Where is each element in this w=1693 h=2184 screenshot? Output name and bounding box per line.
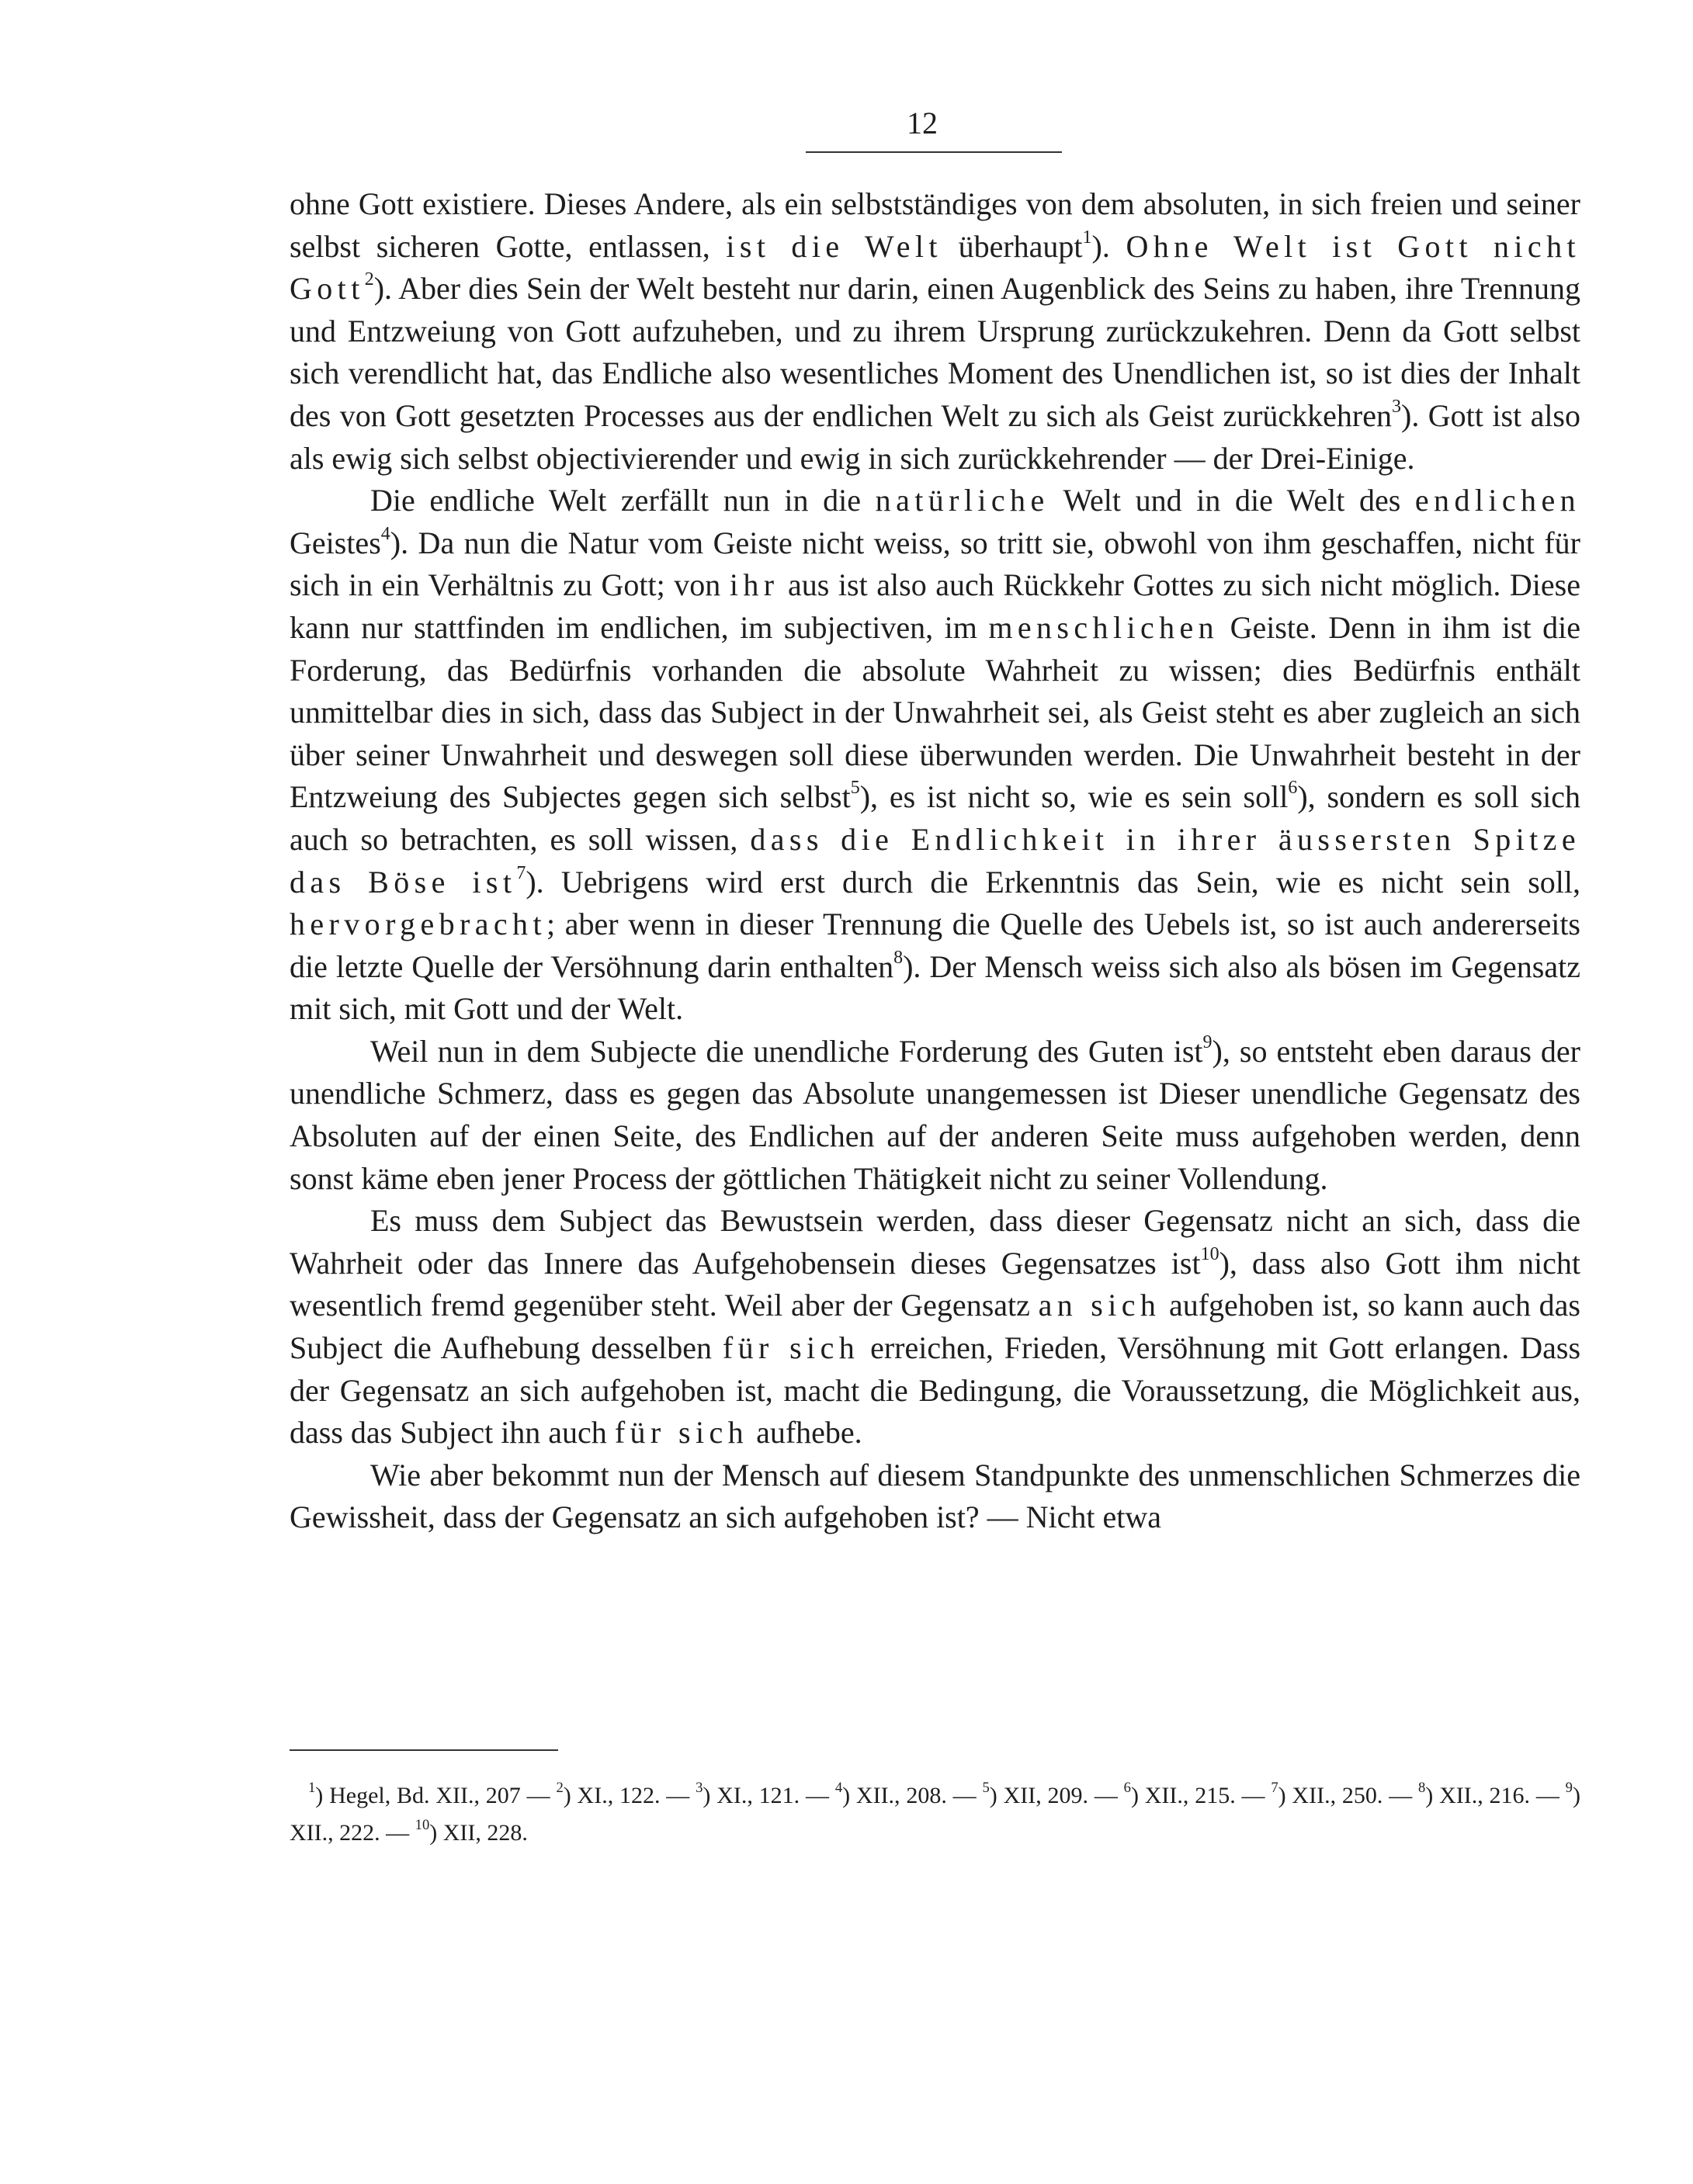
footnote-ref: 8 (893, 947, 904, 968)
spaced-emphasis: für sich (614, 1415, 749, 1451)
text-run: Welt und in die Welt des (1049, 483, 1415, 518)
text-run: ). Der Mensch weiss sich also als bösen im Gegensatz mit sich, mit Gott und der Welt. (290, 948, 1580, 1027)
footnote-ref: 9 (1202, 1031, 1213, 1052)
spaced-emphasis: natürliche (875, 483, 1049, 518)
footnote-ref: 1 (1082, 227, 1092, 248)
footnote-text: ) XI., 122. — (563, 1783, 696, 1808)
footnote-text: ) XII., 222. — (290, 1783, 1580, 1846)
footnote-number: 6 (1123, 1780, 1131, 1797)
paragraph (290, 1454, 1580, 1539)
text-run: aufgehoben ist, so kann auch das Subject die Aufhebung desselben (290, 1288, 1580, 1366)
text-run: ). Uebrigens wird erst durch die Erkenntnis das Sein, wie es nicht sein soll, (526, 864, 1580, 900)
text-run: ). Gott ist also als ewig sich selbst objectivierender und ewig in sich zurückkehrender — der Drei-Einige. (290, 397, 1581, 476)
text-run: aus ist also auch Rückkehr Gottes zu sich nicht möglich. Diese kann nur stattfinden im endlichen, im subjectiven, im (290, 567, 1580, 645)
paragraph (290, 480, 1580, 1031)
text-run: Wie aber bekommt nun der Mensch auf diesem Standpunkte des unmenschlichen Schmerzes die Gewissheit, dass der Gegensatz an sich aufgehoben ist? — Nicht etwa (290, 1457, 1580, 1535)
footnote-number: 1 (308, 1780, 316, 1797)
text-run: Es muss dem Subject das Bewustsein werden, dass dieser Gegensatz nicht an sich, dass die Wahrheit oder das Innere das Aufgehobensein dieses Gegensatzes ist (290, 1203, 1580, 1281)
text-run: ), dass also Gott ihm nicht wesentlich fremd gegenüber steht. Weil aber der Gegensatz (290, 1245, 1581, 1323)
paragraph (290, 183, 1580, 480)
footnote-text: ) XI., 121. — (703, 1783, 835, 1808)
text-run: ; aber wenn in dieser Trennung die Quelle des Uebels ist, so ist auch andererseits die letzte Quelle der Versöhnung darin enthalten (290, 907, 1580, 984)
spaced-emphasis: an sich (1038, 1288, 1161, 1323)
header-rule (806, 151, 1062, 153)
footnote-number: 4 (834, 1780, 843, 1797)
spaced-emphasis: ihr (729, 567, 779, 603)
spaced-emphasis: endlichen (1414, 483, 1580, 518)
footnote-line (290, 1777, 1580, 1852)
text-run: ). Aber dies Sein der Welt besteht nur darin, einen Augenblick des Seins zu haben, ihre Trennung und Entzweiung von Gott aufzuheben, und zu ihrem Ursprung zurückzukehren. Denn da Gott selbst sich verendlicht hat, das Endliche also wesentliches Moment des Unendlichen ist, so ist dies der Inhalt des von Gott gesetzten Processes aus der endlichen Welt zu sich als Geist zurückkehren (290, 271, 1580, 433)
footnote-text: ) XII, 209. — (989, 1783, 1124, 1808)
text-run: ). (1091, 228, 1126, 264)
spaced-emphasis: ist die Welt (726, 228, 942, 264)
footnote-ref: 7 (516, 862, 526, 883)
text-run: ), sondern es soll sich auch so betrachten, es soll wissen, (290, 779, 1581, 857)
footnote-number: 7 (1271, 1780, 1278, 1797)
spaced-emphasis: Ohne Welt ist Gott nicht Gott (290, 228, 1580, 307)
footnote-ref: 10 (1200, 1243, 1219, 1264)
spaced-emphasis: hervorgebracht (290, 907, 546, 942)
footnote-text: ) XII., 216. — (1425, 1783, 1566, 1808)
text-run: ). Da nun die Natur vom Geiste nicht weiss, so tritt sie, obwohl von ihm geschaffen, nicht für sich in ein Verhältnis zu Gott; von (290, 525, 1580, 603)
footnote-text: ) XII., 208. — (842, 1783, 983, 1808)
spaced-emphasis: dass die Endlichkeit in ihrer äussersten Spitze das Böse ist (290, 821, 1580, 900)
footnote-number: 8 (1418, 1780, 1426, 1797)
footnote-number: 3 (696, 1780, 703, 1797)
text-run: ohne Gott existiere. Dieses Andere, als ein selbstständiges von dem absoluten, in sich freien und seiner selbst sicheren Gotte, entlassen, (290, 186, 1580, 264)
paragraph (290, 1031, 1580, 1200)
footnote-ref: 6 (1288, 778, 1298, 799)
text-run: Geistes (290, 525, 381, 560)
footnote-text: ) XII, 228. (429, 1820, 528, 1846)
text-run: ), so entsteht eben daraus der unendliche Schmerz, dass es gegen das Absolute unangemessen ist Dieser unendliche Gegensatz des Absoluten auf der einen Seite, des Endlichen auf der anderen Seite muss aufgehoben werden, denn sonst käme eben jener Process der göttlichen Thätigkeit nicht zu seiner Vollendung. (290, 1033, 1580, 1196)
footnote-text: ) XII., 215. — (1130, 1783, 1271, 1808)
footnote-text: ) XII., 250. — (1278, 1783, 1418, 1808)
footnote-ref: 2 (364, 269, 374, 290)
text-run: Die endliche Welt zerfällt nun in die (370, 483, 876, 518)
footnotes (290, 1777, 1580, 1852)
page-number: 12 (907, 106, 938, 140)
footnote-number: 9 (1565, 1780, 1573, 1797)
footnote-ref: 4 (380, 523, 390, 544)
text-run: ), es ist nicht so, wie es sein soll (859, 779, 1289, 815)
footnote-number: 5 (982, 1780, 990, 1797)
text-run: Geiste. Denn in ihm ist die Forderung, das Bedürfnis vorhanden die absolute Wahrheit zu wissen; dies Bedürfnis enthält unmittelbar dies in sich, dass das Subject in der Unwahrheit sei, als Geist steht es aber zugleich an sich über seiner Unwahrheit und deswegen soll diese überwunden werden. Die Unwahrheit besteht in der Entzweiung des Subjectes gegen sich selbst (290, 609, 1580, 815)
text-run: erreichen, Frieden, Versöhnung mit Gott erlangen. Dass der Gegensatz an sich aufgehoben ist, macht die Bedingung, die Voraussetzung, die Möglichkeit aus, dass das Subject ihn auch (290, 1330, 1581, 1451)
footnote-number: 10 (415, 1817, 430, 1834)
spaced-emphasis: für sich (722, 1330, 860, 1366)
body-text (290, 183, 1580, 1539)
paragraph (290, 1200, 1580, 1454)
footnote-text: ) Hegel, Bd. XII., 207 — (315, 1783, 557, 1808)
footnote-ref: 5 (850, 778, 860, 799)
footnote-ref: 3 (1392, 396, 1401, 417)
spaced-emphasis: menschlichen (988, 609, 1219, 645)
footnote-number: 2 (556, 1780, 564, 1797)
text-run: aufhebe. (748, 1415, 862, 1451)
text-run: überhaupt (942, 228, 1083, 264)
text-run: Weil nun in dem Subjecte die unendliche Forderung des Guten ist (370, 1033, 1203, 1069)
footnote-rule (290, 1749, 558, 1751)
